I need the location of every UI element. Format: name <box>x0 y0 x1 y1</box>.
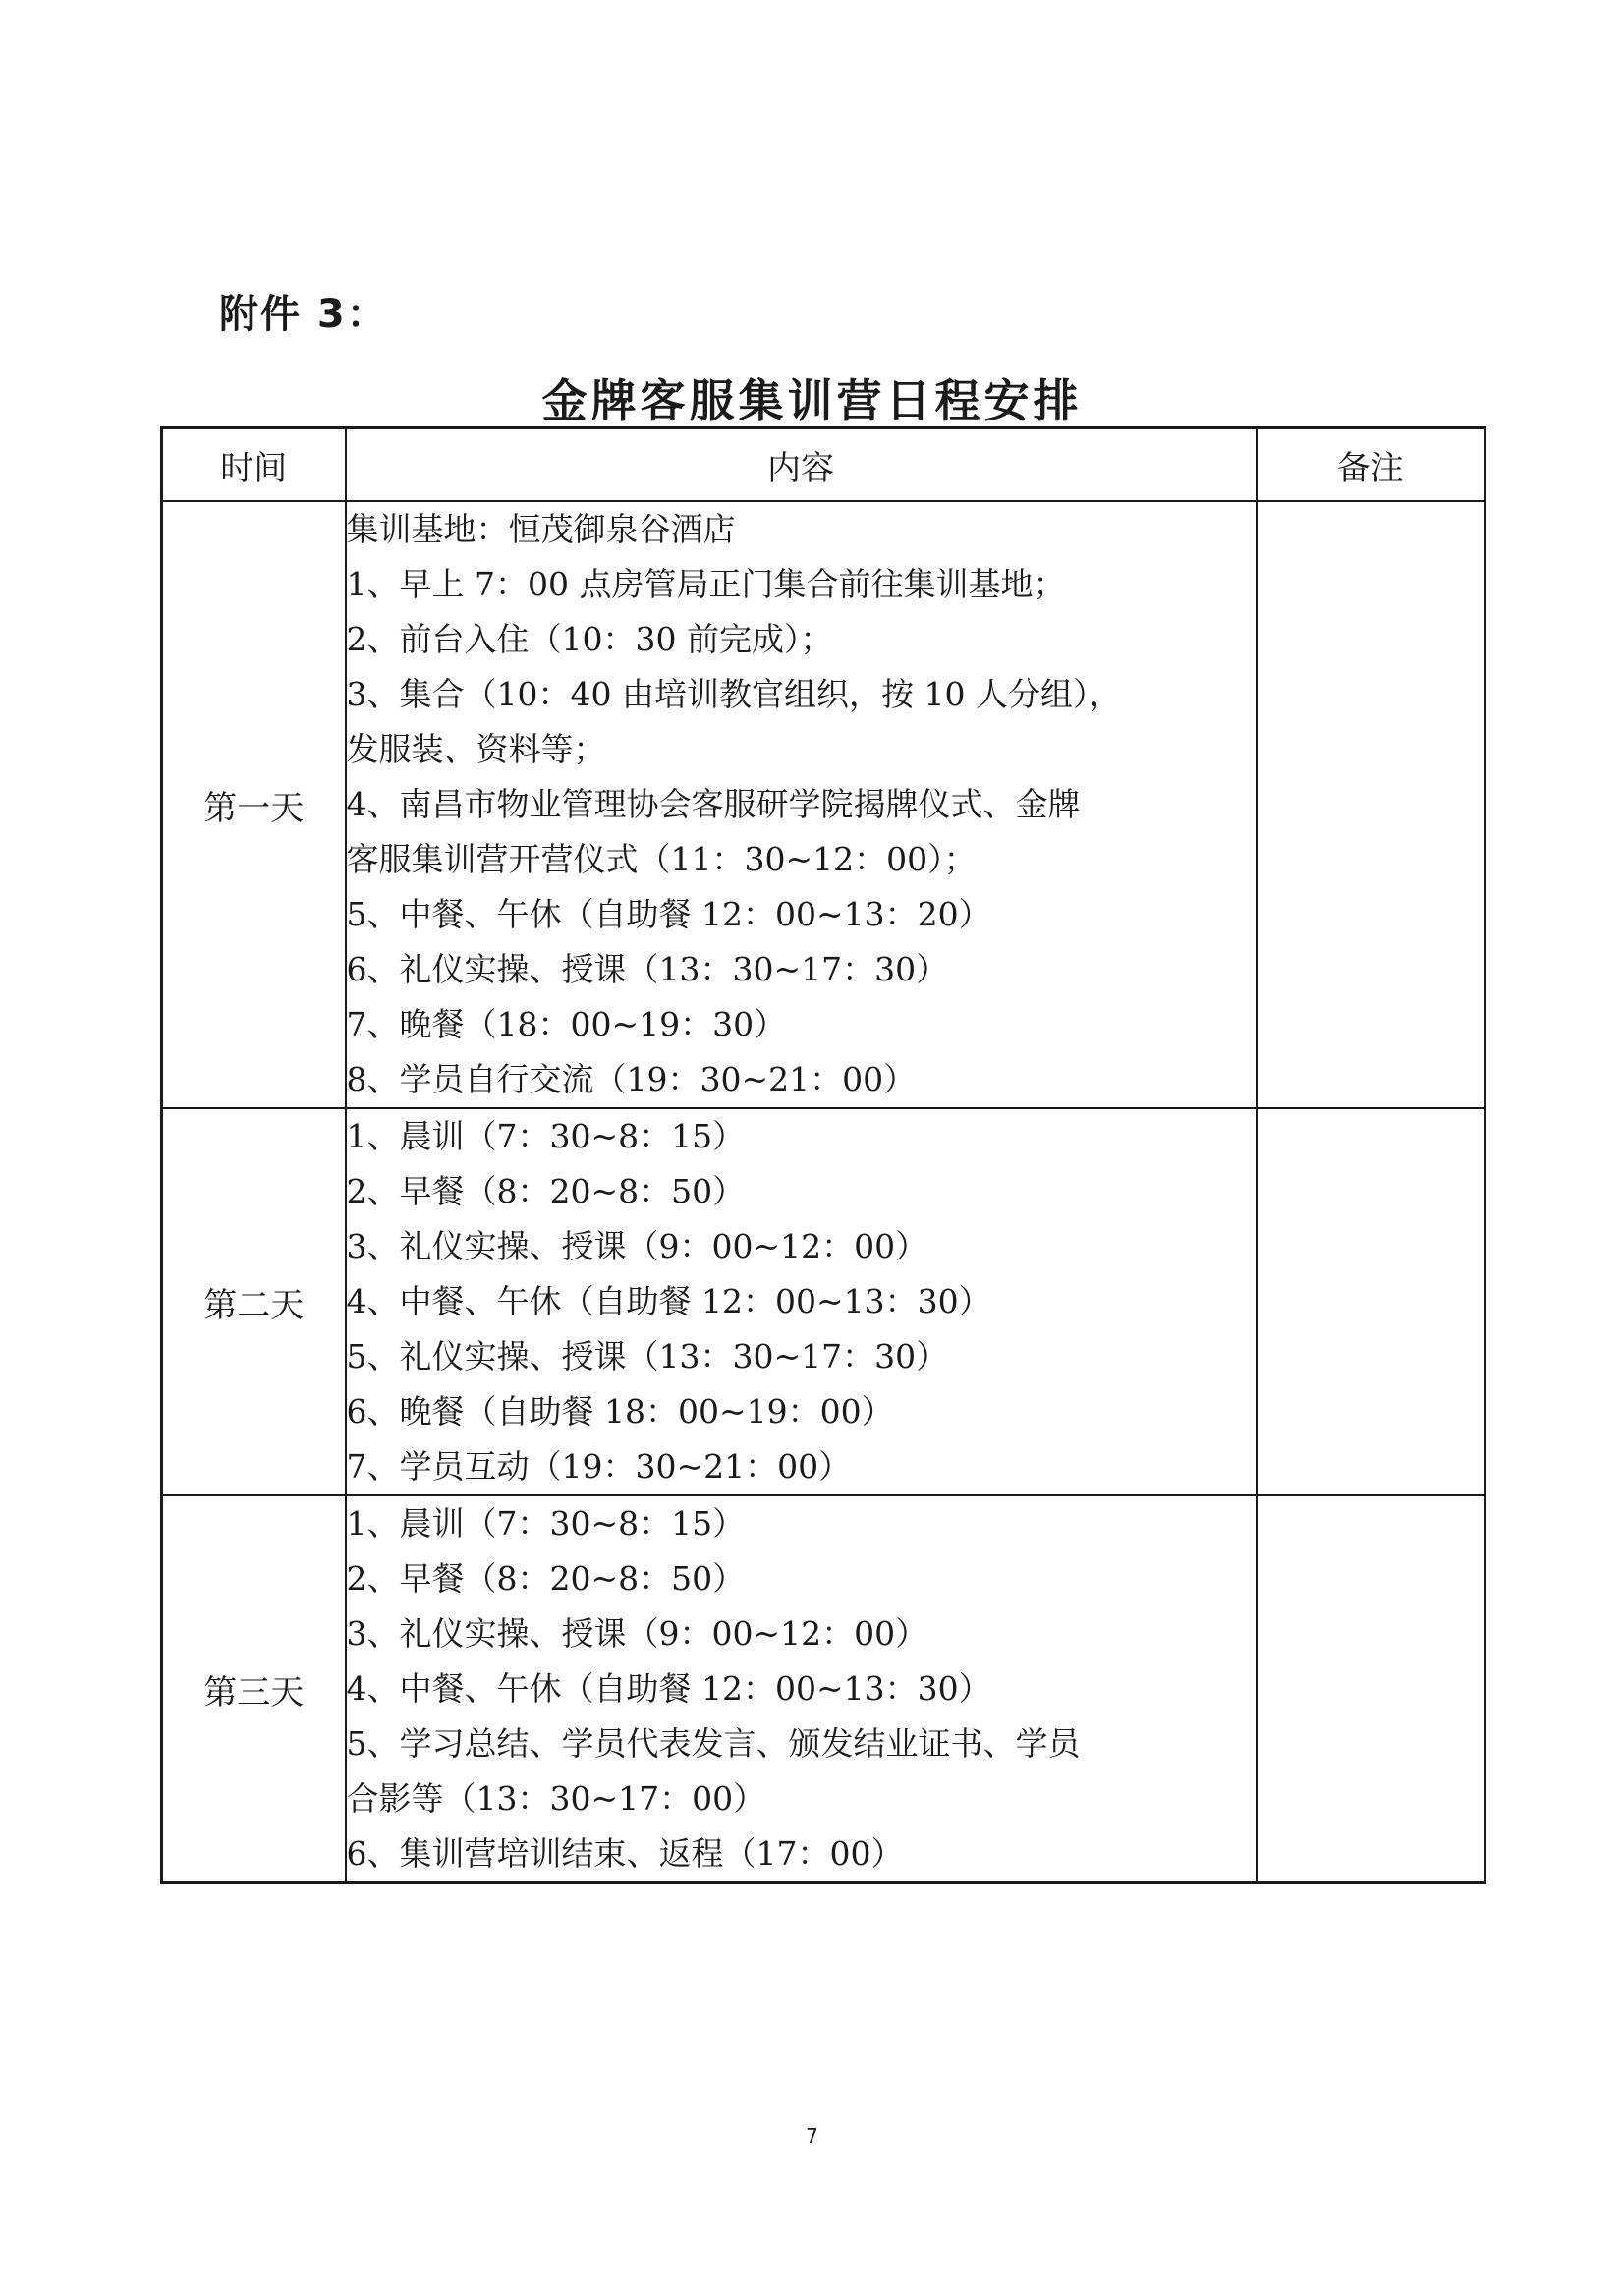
document-title: 金牌客服集训营日程安排 <box>541 374 1083 427</box>
schedule-line: 2、早餐（8：20~8：50） <box>346 1172 746 1210</box>
schedule-line: 5、学习总结、学员代表发言、颁发结业证书、学员 <box>346 1724 1081 1763</box>
day-label: 第三天 <box>162 1495 346 1883</box>
attachment-label: 附件 3： <box>219 292 388 337</box>
table-row-day-1 <box>162 501 1485 1108</box>
header-note: 备注 <box>1257 428 1485 502</box>
page-number: 7 <box>806 2124 818 2148</box>
schedule-line: 合影等（13：30~17：00） <box>346 1779 766 1818</box>
schedule-line: 5、礼仪实操、授课（13：30~17：30） <box>346 1337 949 1375</box>
schedule-line: 4、南昌市物业管理协会客服研学院揭牌仪式、金牌 <box>346 785 1081 823</box>
schedule-line: 3、集合（10：40 由培训教官组织，按 10 人分组）， <box>346 675 1122 713</box>
schedule-table <box>160 426 1486 1884</box>
schedule-line: 1、晨训（7：30~8：15） <box>346 1504 746 1542</box>
schedule-line: 集训基地：恒茂御泉谷酒店 <box>346 510 736 548</box>
day-content <box>346 501 1257 1108</box>
day-note <box>1257 1108 1485 1495</box>
day-content <box>346 1108 1257 1495</box>
table-row-day-2 <box>162 1108 1485 1495</box>
day-note <box>1257 1495 1485 1883</box>
schedule-line: 7、学员互动（19：30~21：00） <box>346 1447 852 1485</box>
schedule-line: 7、晚餐（18：00~19：30） <box>346 1005 787 1043</box>
schedule-line: 3、礼仪实操、授课（9：00~12：00） <box>346 1227 928 1265</box>
schedule-line: 5、中餐、午休（自助餐 12：00~13：20） <box>346 895 991 933</box>
schedule-line: 6、礼仪实操、授课（13：30~17：30） <box>346 950 949 988</box>
schedule-line: 4、中餐、午休（自助餐 12：00~13：30） <box>346 1282 991 1320</box>
schedule-line: 4、中餐、午休（自助餐 12：00~13：30） <box>346 1669 991 1707</box>
schedule-line: 2、前台入住（10：30 前完成）； <box>346 620 833 658</box>
header-content: 内容 <box>346 428 1257 502</box>
header-time: 时间 <box>162 428 346 502</box>
table-header-row <box>162 428 1485 502</box>
schedule-line: 客服集训营开营仪式（11：30~12：00）； <box>346 840 977 878</box>
schedule-line: 1、晨训（7：30~8：15） <box>346 1117 746 1155</box>
day-label: 第二天 <box>162 1108 346 1495</box>
schedule-line: 发服装、资料等； <box>346 730 606 768</box>
table-row-day-3 <box>162 1495 1485 1883</box>
day-content <box>346 1495 1257 1883</box>
schedule-line: 6、晚餐（自助餐 18：00~19：00） <box>346 1392 894 1430</box>
schedule-line: 1、早上 7：00 点房管局正门集合前往集训基地； <box>346 565 1066 603</box>
schedule-line: 8、学员自行交流（19：30~21：00） <box>346 1060 917 1098</box>
schedule-line: 3、礼仪实操、授课（9：00~12：00） <box>346 1614 928 1652</box>
schedule-line: 2、早餐（8：20~8：50） <box>346 1559 746 1597</box>
day-note <box>1257 501 1485 1108</box>
day-label: 第一天 <box>162 501 346 1108</box>
schedule-line: 6、集训营培训结束、返程（17：00） <box>346 1834 904 1873</box>
